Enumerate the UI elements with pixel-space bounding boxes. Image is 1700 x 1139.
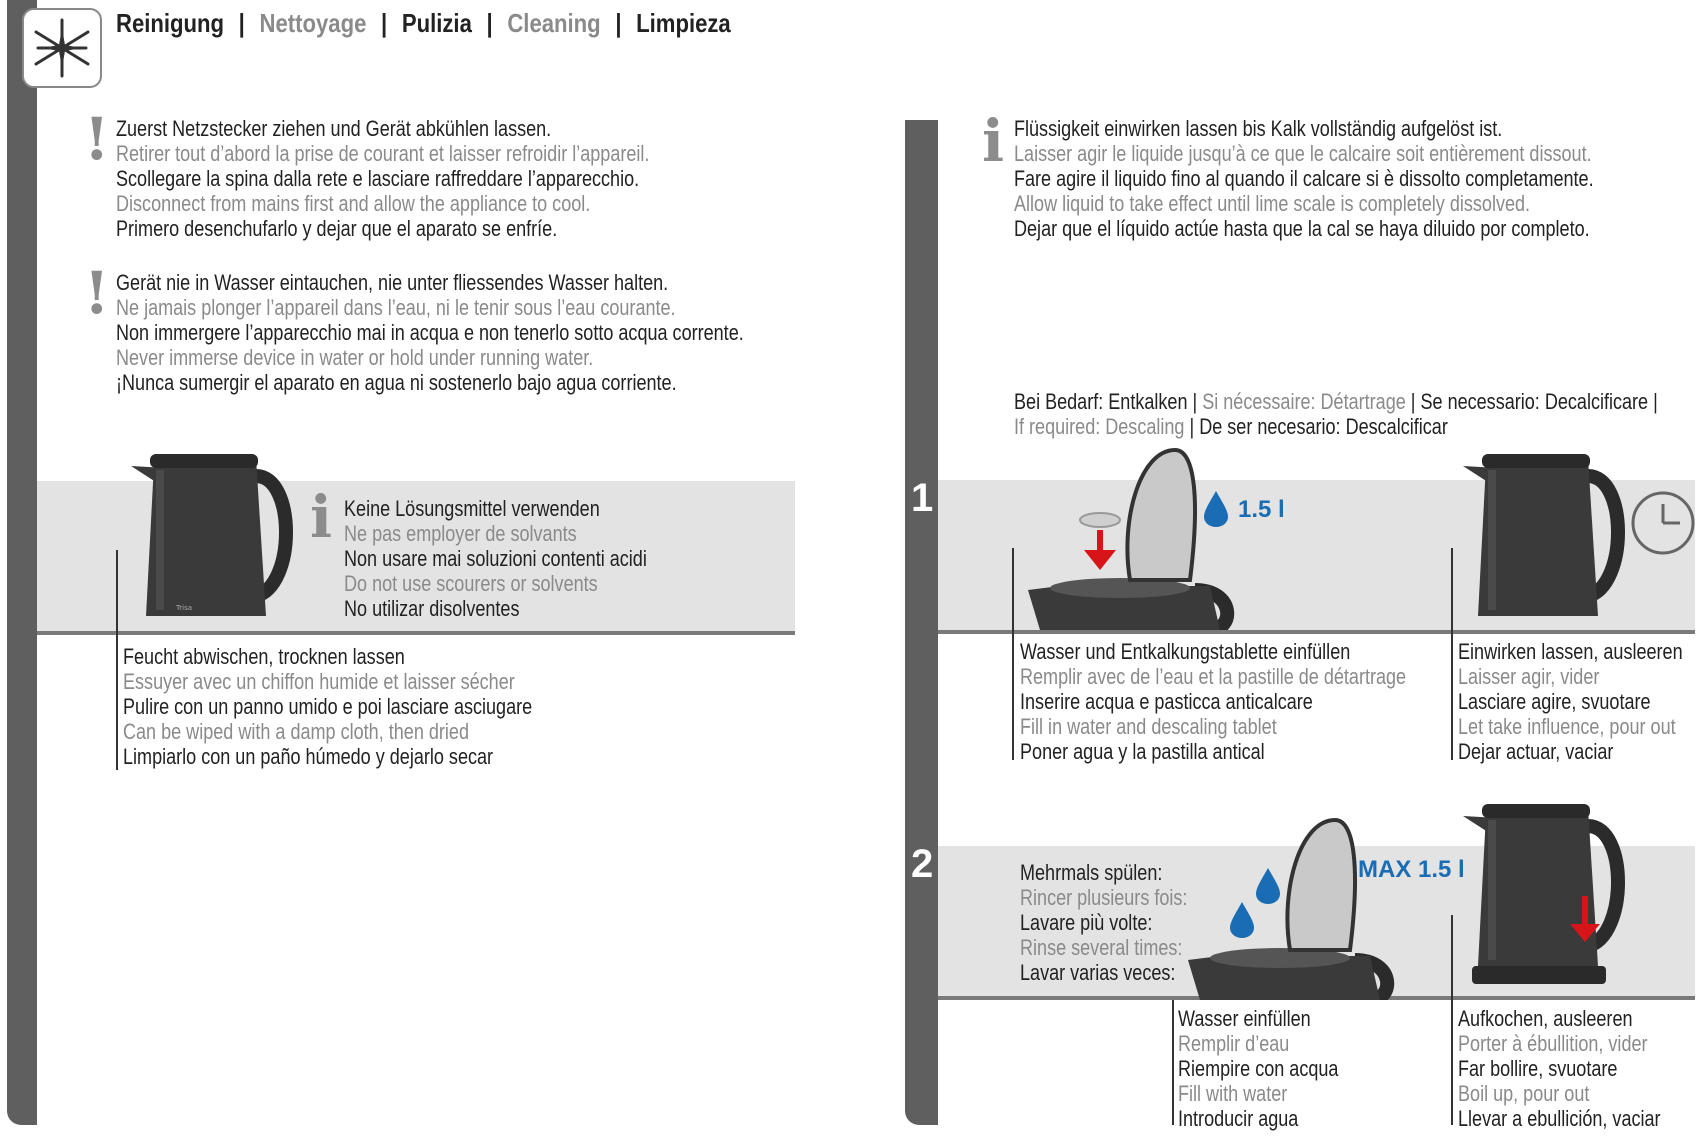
section-title: Reinigung | Nettoyage | Pulizia | Cleaning | Limpieza	[116, 8, 731, 38]
warning-unplug-text: Zuerst Netzstecker ziehen und Gerät abkühlen lassen. Retirer tout d’abord la prise de courant et laisser refroidir l’appareil. Scollegare la spina dalla rete e lasciare raffreddare l’apparecchio. Disconnect from mains first and allow the appliance to cool. Primero desenchufarlo y dejar que el aparato se enfríe.	[116, 116, 650, 241]
water-drop-icon	[1202, 489, 1230, 527]
left-side-bar	[7, 0, 37, 1125]
info-solvents-text: Keine Lösungsmittel verwenden Ne pas employer de solvants Non usare mai soluzioni contenti acidi Do not use scourers or solvents No utilizar disolventes	[344, 496, 647, 621]
kettle-on-base-image	[1458, 796, 1628, 996]
step2-max-volume: MAX 1.5 l	[1358, 856, 1465, 883]
divider-line	[1172, 1000, 1174, 1125]
title-es: Limpieza	[636, 8, 731, 38]
warning-icon: !	[84, 259, 110, 327]
kettle-image	[126, 446, 296, 626]
kettle-image	[1458, 446, 1628, 626]
down-arrow-icon	[1084, 550, 1116, 570]
divider-line	[1451, 548, 1453, 760]
kettle-open-lid-image	[1180, 810, 1410, 1000]
title-fr: Nettoyage	[259, 8, 367, 38]
warning-immerse-text: Gerät nie in Wasser eintauchen, nie unter fliessendes Wasser halten. Ne jamais plonger l’appareil dans l’eau, ni le tenir sous l’eau courante. Non immergere l’apparecchio mai in acqua e non tenerlo sotto acqua corrente. Never immerse device in water or hold under running water. ¡Nunca sumergir el aparato en agua ni sostenerlo bajo agua corriente.	[116, 270, 744, 395]
step1-wait-text: Einwirken lassen, ausleeren Laisser agir, vider Lasciare agire, svuotare Let take influence, pour out Dejar actuar, vaciar	[1458, 639, 1683, 764]
step1-fill-text: Wasser und Entkalkungstablette einfüllen Remplir avec de l’eau et la pastille de détartrage Inserire acqua e pasticca anticalcare Fill in water and descaling tablet Poner agua y la pastilla antical	[1020, 639, 1407, 764]
water-drop-icon	[1254, 866, 1282, 904]
title-de: Reinigung	[116, 8, 225, 38]
info-dissolve-text: Flüssigkeit einwirken lassen bis Kalk vollständig aufgelöst ist. Laisser agir le liquide jusqu’à ce que le calcaire soit entièrement dissout. Fare agire il liquido fino al quando il calcare si è dissolto completamente. Allow liquid to take effect until lime scale is completely dissolved. Dejar que el líquido actúe hasta que la cal se haya diluido por completo.	[1014, 116, 1594, 241]
title-en: Cleaning	[507, 8, 601, 38]
cleaning-icon	[22, 8, 102, 88]
divider-line	[1451, 915, 1453, 1125]
step2-rinse-text: Mehrmals spülen: Rincer plusieurs fois: Lavare più volte: Rinse several times: Lavar varias veces:	[1020, 860, 1188, 985]
info-icon: i	[982, 107, 1005, 175]
step2-boil-text: Aufkochen, ausleeren Porter à ébullition, vider Far bollire, svuotare Boil up, pour out Llevar a ebullición, vaciar	[1458, 1006, 1661, 1131]
descale-heading: Bei Bedarf: Entkalken | Si nécessaire: Détartrage | Se necessario: Decalcificare | If required: Descaling | De ser necesario: Descalcificar	[1014, 389, 1658, 439]
clock-icon	[1630, 490, 1696, 556]
step2-number: 2	[911, 842, 934, 886]
step1-number: 1	[911, 476, 934, 520]
info-icon: i	[310, 483, 333, 551]
right-side-bar	[905, 120, 938, 1125]
step1-rule	[938, 630, 1695, 634]
divider-line	[1012, 548, 1014, 760]
sparkle-icon	[24, 10, 100, 86]
title-it: Pulizia	[401, 8, 472, 38]
step1-volume: 1.5 l	[1238, 496, 1285, 523]
step2-fill-text: Wasser einfüllen Remplir d’eau Riempire con acqua Fill with water Introducir agua	[1178, 1006, 1339, 1131]
band-rule	[37, 631, 795, 635]
svg-text:Trisa: Trisa	[176, 604, 193, 612]
water-drop-icon	[1228, 900, 1256, 938]
kettle-open-lid-image	[1020, 440, 1250, 630]
warning-icon: !	[84, 105, 110, 173]
tablet-icon	[1080, 513, 1120, 527]
divider-line	[116, 550, 118, 770]
wipe-instructions-text: Feucht abwischen, trocknen lassen Essuyer avec un chiffon humide et laisser sécher Pulire con un panno umido e poi lasciare asciugare Can be wiped with a damp cloth, then dried Limpiarlo con un paño húmedo y dejarlo secar	[123, 644, 533, 769]
